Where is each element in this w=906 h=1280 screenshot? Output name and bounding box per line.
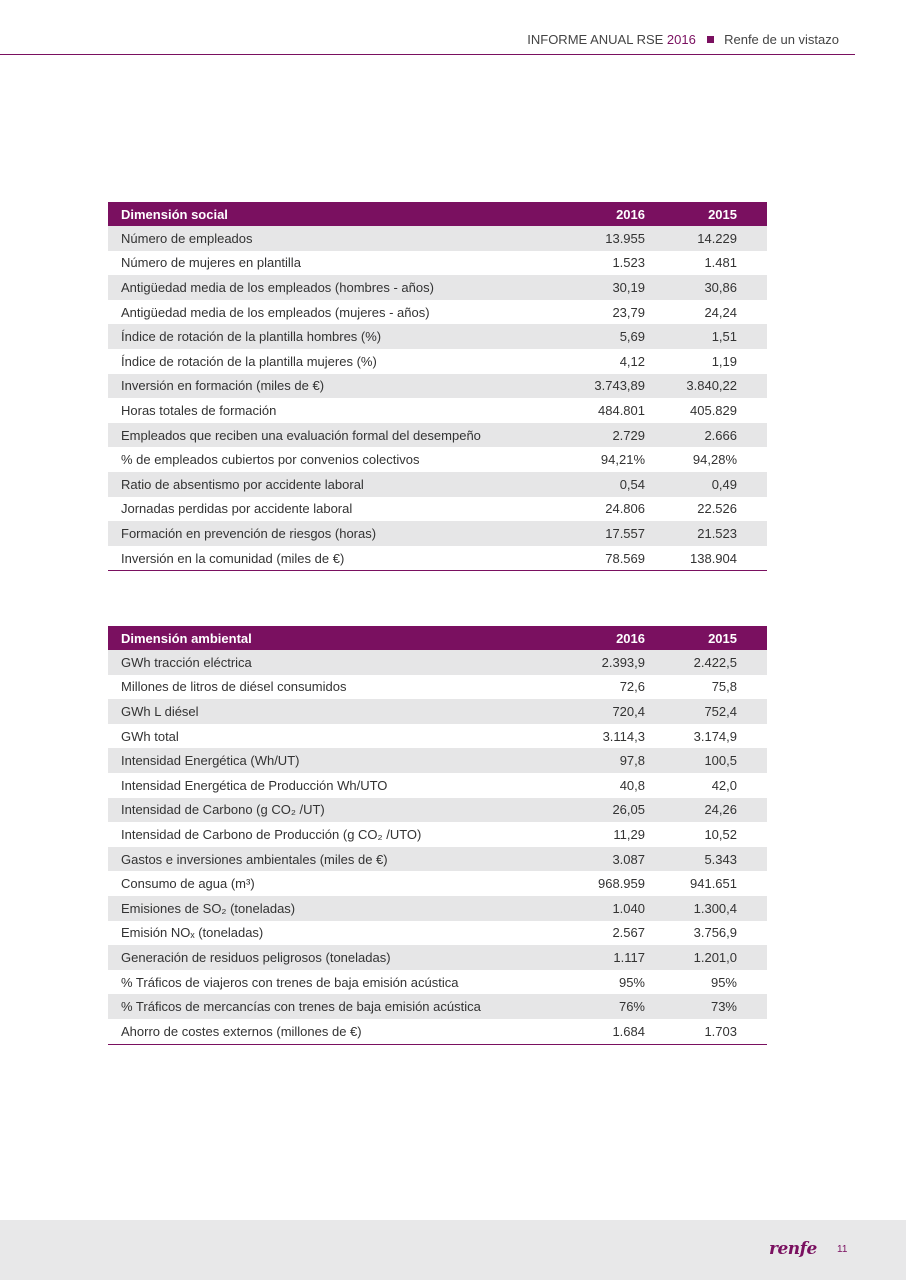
cell-value: 1.684 <box>545 1019 645 1044</box>
cell-value: 720,4 <box>545 699 645 724</box>
cell-value: 78.569 <box>545 546 645 571</box>
cell-value: 40,8 <box>619 777 645 793</box>
table-row <box>108 423 767 448</box>
table-row <box>108 650 767 675</box>
header-divider <box>0 54 855 55</box>
row-label: Antigüedad media de los empleados (hombres - años) <box>108 275 545 300</box>
table-row <box>108 374 767 399</box>
cell-value: 3.174,9 <box>693 728 737 744</box>
cell-value: 24.806 <box>605 501 645 517</box>
cell-value: 484.801 <box>598 402 645 418</box>
table-row <box>108 497 767 522</box>
renfe-logo: renfe <box>769 1239 817 1259</box>
column-header: 2015 <box>645 202 767 226</box>
row-label: Empleados que reciben una evaluación formal del desempeño <box>108 423 545 448</box>
row-label: Número de mujeres en plantilla <box>121 255 301 271</box>
cell-value: 42,0 <box>711 777 737 793</box>
cell-value: 13.955 <box>545 226 645 251</box>
row-label: Ahorro de costes externos (millones de €) <box>108 1019 545 1044</box>
row-label: Intensidad Energética de Producción Wh/UTO <box>121 777 388 793</box>
row-label: Ratio de absentismo por accidente laboral <box>108 472 545 497</box>
row-label: % de empleados cubiertos por convenios colectivos <box>121 452 420 468</box>
cell-value: 30,19 <box>545 275 645 300</box>
table-header-row <box>108 202 767 226</box>
table-header-row <box>108 626 767 650</box>
column-header: 2016 <box>545 626 645 650</box>
cell-value: 95% <box>618 974 645 990</box>
cell-value: 1.481 <box>704 255 737 271</box>
cell-value: 26,05 <box>545 798 645 823</box>
cell-value: 72,6 <box>619 679 645 695</box>
row-label: GWh L diésel <box>108 699 545 724</box>
cell-value: 24,24 <box>704 304 737 320</box>
table-row <box>108 398 767 423</box>
row-label: Intensidad de Carbono de Producción (g CO₂ /UTO) <box>121 826 422 842</box>
cell-value: 30,86 <box>645 275 767 300</box>
column-header: Dimensión ambiental <box>108 626 545 650</box>
table-row <box>108 896 767 921</box>
cell-value: 1.040 <box>545 896 645 921</box>
running-header <box>527 32 839 47</box>
table-row <box>108 945 767 970</box>
table-row <box>108 675 767 700</box>
cell-value: 0,49 <box>645 472 767 497</box>
cell-value: 75,8 <box>711 679 737 695</box>
cell-value: 2.666 <box>645 423 767 448</box>
column-header: 2015 <box>645 626 767 650</box>
row-label: % Tráficos de viajeros con trenes de baja emisión acústica <box>121 974 459 990</box>
row-label: % Tráficos de mercancías con trenes de baja emisión acústica <box>108 994 545 1019</box>
row-label: GWh tracción eléctrica <box>108 650 545 675</box>
cell-value: 1.703 <box>645 1019 767 1044</box>
table-row <box>108 300 767 325</box>
table-row <box>108 970 767 995</box>
row-label: Inversión en formación (miles de €) <box>108 374 545 399</box>
cell-value: 1.300,4 <box>645 896 767 921</box>
cell-value: 3.114,3 <box>602 728 645 744</box>
table-row <box>108 349 767 374</box>
table-row <box>108 1019 767 1044</box>
section-title: Renfe de un vistazo <box>724 32 839 47</box>
row-label: GWh total <box>121 728 179 744</box>
cell-value: 95% <box>710 974 737 990</box>
table-row <box>108 798 767 823</box>
cell-value: 1,51 <box>645 324 767 349</box>
table-row <box>108 472 767 497</box>
cell-value: 1.201,0 <box>645 945 767 970</box>
cell-value: 0,54 <box>545 472 645 497</box>
row-label: Generación de residuos peligrosos (toneladas) <box>108 945 545 970</box>
row-label: Formación en prevención de riesgos (horas) <box>108 521 545 546</box>
report-year: 2016 <box>666 32 696 47</box>
table-row <box>108 699 767 724</box>
row-label: Intensidad de Carbono (g CO₂ /UT) <box>108 798 545 823</box>
table-row <box>108 546 767 571</box>
table-row <box>108 447 767 472</box>
cell-value: 97,8 <box>545 748 645 773</box>
cell-value: 4,12 <box>619 353 645 369</box>
cell-value: 73% <box>645 994 767 1019</box>
row-label: Índice de rotación de la plantilla mujeres (%) <box>121 353 377 369</box>
table-row <box>108 324 767 349</box>
cell-value: 1.117 <box>545 945 645 970</box>
column-header: 2016 <box>545 202 645 226</box>
row-label: Índice de rotación de la plantilla hombres (%) <box>108 324 545 349</box>
cell-value: 17.557 <box>545 521 645 546</box>
cell-value: 24,26 <box>645 798 767 823</box>
cell-value: 1.523 <box>612 255 645 271</box>
table-row <box>108 275 767 300</box>
cell-value: 405.829 <box>690 402 737 418</box>
table-row <box>108 847 767 872</box>
table-row <box>108 748 767 773</box>
row-label: Millones de litros de diésel consumidos <box>121 679 347 695</box>
social-dimension-table <box>108 202 767 571</box>
square-bullet-icon <box>707 36 714 43</box>
cell-value: 3.743,89 <box>545 374 645 399</box>
row-label: Gastos e inversiones ambientales (miles de €) <box>108 847 545 872</box>
cell-value: 752,4 <box>645 699 767 724</box>
table-row <box>108 521 767 546</box>
row-label: Consumo de agua (m³) <box>121 876 255 892</box>
row-label: Horas totales de formación <box>121 402 277 418</box>
environmental-dimension-table <box>108 626 767 1045</box>
cell-value: 5.343 <box>645 847 767 872</box>
cell-value: 941.651 <box>690 876 737 892</box>
table-row <box>108 822 767 847</box>
cell-value: 3.756,9 <box>693 925 737 941</box>
cell-value: 138.904 <box>645 546 767 571</box>
table-row <box>108 921 767 946</box>
table-row <box>108 994 767 1019</box>
table-row <box>108 724 767 749</box>
cell-value: 23,79 <box>612 304 645 320</box>
cell-value: 968.959 <box>598 876 645 892</box>
table-row <box>108 251 767 276</box>
row-label: Inversión en la comunidad (miles de €) <box>108 546 545 571</box>
cell-value: 94,28% <box>692 452 737 468</box>
row-label: Intensidad Energética (Wh/UT) <box>108 748 545 773</box>
cell-value: 2.393,9 <box>545 650 645 675</box>
cell-value: 14.229 <box>645 226 767 251</box>
cell-value: 11,29 <box>613 826 645 842</box>
cell-value: 3.087 <box>545 847 645 872</box>
cell-value: 76% <box>545 994 645 1019</box>
page-number: 11 <box>837 1244 848 1255</box>
cell-value: 3.840,22 <box>645 374 767 399</box>
row-label: Emisiones de SO₂ (toneladas) <box>108 896 545 921</box>
cell-value: 100,5 <box>645 748 767 773</box>
row-label: Emisión NOₓ (toneladas) <box>121 925 264 941</box>
cell-value: 94,21% <box>600 452 645 468</box>
cell-value: 2.422,5 <box>645 650 767 675</box>
row-label: Número de empleados <box>108 226 545 251</box>
cell-value: 2.729 <box>545 423 645 448</box>
row-label: Antigüedad media de los empleados (mujeres - años) <box>121 304 430 320</box>
table-row <box>108 773 767 798</box>
table-row <box>108 226 767 251</box>
cell-value: 22.526 <box>697 501 737 517</box>
row-label: Jornadas perdidas por accidente laboral <box>121 501 353 517</box>
table-row <box>108 871 767 896</box>
cell-value: 2.567 <box>612 925 645 941</box>
column-header: Dimensión social <box>108 202 545 226</box>
cell-value: 10,52 <box>704 826 737 842</box>
report-title: INFORME ANUAL RSE <box>527 32 664 47</box>
cell-value: 5,69 <box>545 324 645 349</box>
cell-value: 1,19 <box>711 353 737 369</box>
cell-value: 21.523 <box>645 521 767 546</box>
